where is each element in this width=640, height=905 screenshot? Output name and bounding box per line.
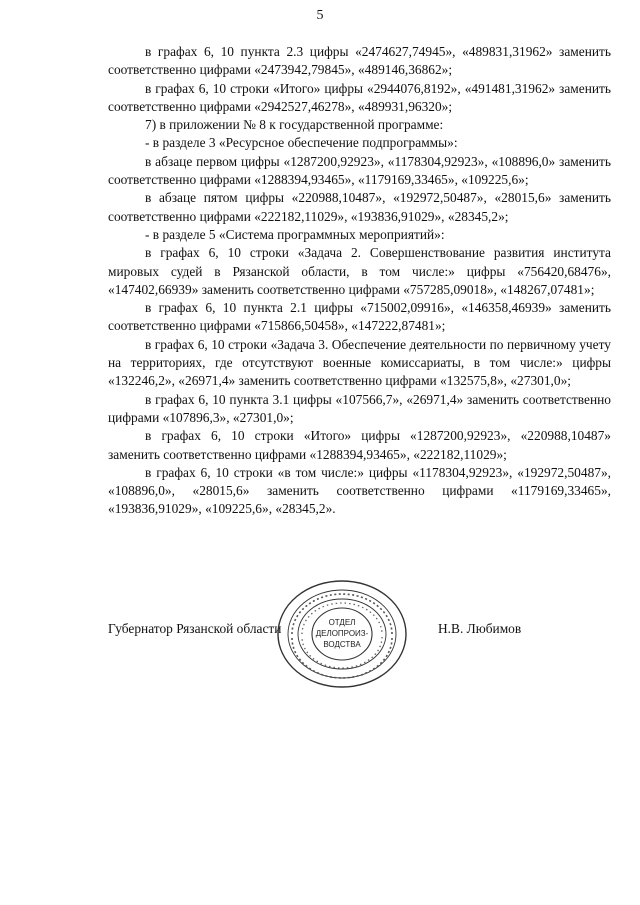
paragraph-10: в графах 6, 10 строки «Задача 3. Обеспечение деятельности по первичному учету на территориях, где отсутствуют военные комиссариаты, в том числе:» цифры «132246,2», «26971,4» заменить соответственно цифрами «132575,8», «27301,0»;: [108, 336, 611, 389]
paragraph-6: в абзаце пятом цифры «220988,10487», «192972,50487», «28015,6» заменить соответственно цифрами «222182,11029», «193836,91029», «28345,2»;: [108, 190, 611, 224]
document-body: [108, 43, 611, 519]
paragraph-12: в графах 6, 10 строки «Итого» цифры «1287200,92923», «220988,10487» заменить соответственно цифрами «1288394,93465», «222182,11029»;: [108, 428, 611, 462]
stamp-line-3: ВОДСТВА: [323, 640, 361, 649]
paragraph-2: в графах 6, 10 строки «Итого» цифры «2944076,8192», «491481,31962» заменить соответственно цифрами «2942527,46278», «489931,96320»;: [108, 80, 611, 114]
signature-name: Н.В. Любимов: [438, 621, 522, 636]
page-number: 5: [316, 8, 324, 23]
paragraph-11: в графах 6, 10 пункта 3.1 цифры «107566,7», «26971,4» заменить соответственно цифрами «107896,3», «27301,0»;: [108, 391, 611, 425]
paragraph-5: в абзаце первом цифры «1287200,92923», «1178304,92923», «108896,0» заменить соответственно цифрами «1288394,93465», «1179169,33465», «109225,6»;: [108, 153, 611, 188]
paragraph-8: в графах 6, 10 строки «Задача 2. Совершенствование развития института мировых судей в Рязанской области, в том числе:» цифры «756420,68476», «147402,66939» заменить соответственно цифрами «757285,09018», «148267,07481»;: [108, 245, 611, 297]
paragraph-7: - в разделе 5 «Система программных мероприятий»:: [145, 226, 445, 242]
paragraph-3: 7) в приложении № 8 к государственной программе:: [145, 117, 444, 133]
paragraph-13: в графах 6, 10 строки «в том числе:» цифры «1178304,92923», «192972,50487», «108896,0», «28015,6» заменить соответственно цифрами «1179169,33465», «193836,91029», «109225,6», «28345,2».: [108, 464, 611, 517]
stamp-line-1: ОТДЕЛ: [328, 618, 356, 627]
paragraph-9: в графах 6, 10 пункта 2.1 цифры «715002,09916», «146358,46939» заменить соответственно цифрами «715866,50458», «147222,87481»;: [108, 300, 611, 334]
paragraph-1: в графах 6, 10 пункта 2.3 цифры «2474627,74945», «489831,31962» заменить соответственно цифрами «2473942,79845», «489146,36862»;: [108, 44, 611, 78]
official-stamp: [272, 578, 412, 690]
signature-title: Губернатор Рязанской области: [108, 621, 282, 636]
paragraph-4: - в разделе 3 «Ресурсное обеспечение подпрограммы»:: [145, 135, 458, 151]
stamp-line-2: ДЕЛОПРОИЗ-: [315, 629, 369, 638]
